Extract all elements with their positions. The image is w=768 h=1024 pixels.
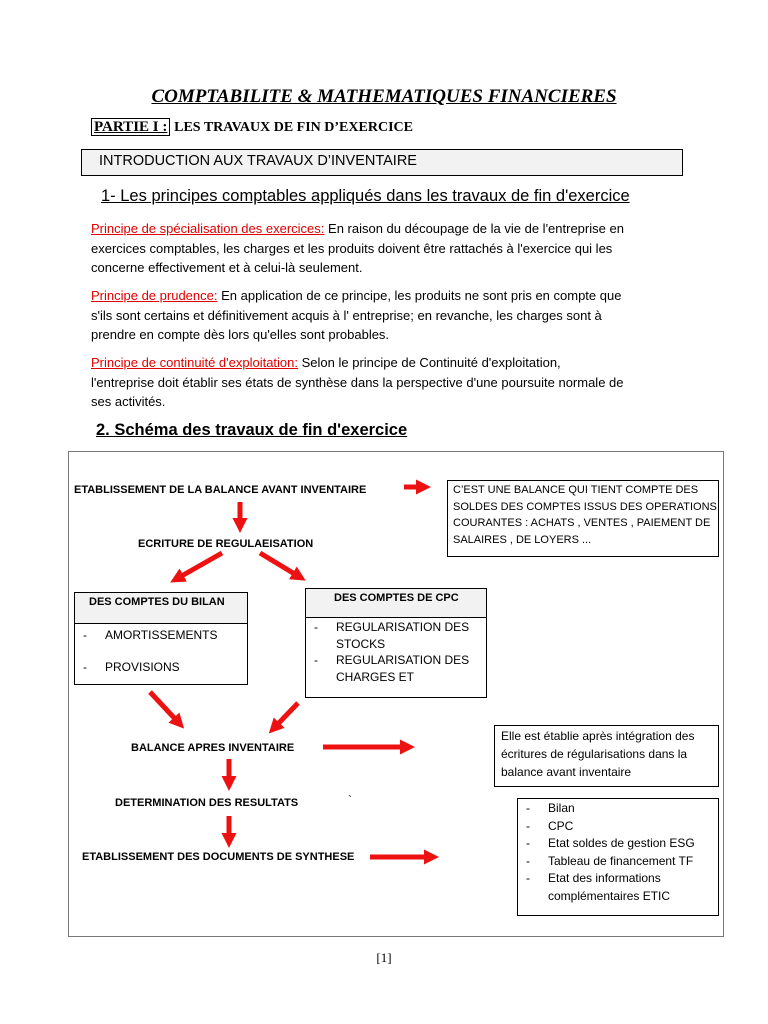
page-number: [1]	[376, 950, 392, 965]
principle-name: Principe de prudence:	[91, 288, 218, 303]
principle-text-line: ses activités.	[91, 394, 166, 409]
note-line: SOLDES DES COMPTES ISSUS DES OPERATIONS	[453, 500, 717, 513]
bilan-title: DES COMPTES DU BILAN	[75, 593, 247, 624]
documents-item: - Etat des informations complémentaires ETIC	[518, 870, 708, 905]
principle-text-line: prendre en compte dès lors qu'elles sont probables.	[91, 327, 390, 342]
note-line: Elle est établie après intégration des	[501, 729, 695, 743]
cpc-item: - REGULARISATION DES STOCKS	[306, 619, 476, 652]
intro-title: INTRODUCTION AUX TRAVAUX D’INVENTAIRE	[99, 153, 417, 169]
documents-item: - Tableau de financement TF	[518, 853, 718, 871]
documents-label: ETABLISSEMENT DES DOCUMENTS DE SYNTHESE	[82, 851, 355, 863]
balance-avant-label: ETABLISSEMENT DE LA BALANCE AVANT INVENTAIRE	[74, 484, 367, 496]
principle-text-line: exercices comptables, les charges et les produits doivent être rattachés à l'exercice qui les	[91, 240, 613, 256]
arrow-diag-right	[260, 553, 298, 576]
principle-name: Principe de continuité d'exploitation:	[91, 355, 299, 370]
principle-text-line: En raison du découpage de la vie de l'entreprise en	[324, 221, 624, 236]
principle-text-line: concerne effectivement et à celui-là seulement.	[91, 260, 363, 275]
note-line: C’EST UNE BALANCE QUI TIENT COMPTE DES	[453, 484, 699, 496]
documents-item: - Etat soldes de gestion ESG	[518, 835, 718, 853]
principle-name: Principe de spécialisation des exercices:	[91, 221, 325, 236]
documents-item: - CPC	[518, 818, 718, 836]
bilan-item: - AMORTISSEMENTS	[75, 627, 247, 659]
documents-item: - Bilan	[518, 800, 718, 818]
note-line: SALAIRES , DE LOYERS ...	[453, 533, 592, 546]
note-line: COURANTES : ACHATS , VENTES , PAIEMENT DE	[453, 517, 711, 529]
principle-text-line: En application de ce principe, les produits ne sont pris en compte que	[217, 288, 622, 303]
arrow-diag-down-right	[150, 692, 178, 722]
stray-mark: `	[348, 793, 352, 807]
principle-text-line: l'entreprise doit établir ses états de synthèse dans la perspective d'une poursuite normale de	[91, 374, 624, 390]
partie-label: PARTIE I :	[91, 118, 170, 136]
bilan-item: - PROVISIONS	[75, 659, 247, 677]
partie-text: LES TRAVAUX DE FIN D’EXERCICE	[174, 120, 413, 135]
cpc-title: DES COMPTES DE CPC	[306, 589, 486, 618]
balance-apres-label: BALANCE APRES INVENTAIRE	[131, 742, 295, 754]
cpc-item: - REGULARISATION DES CHARGES ET	[306, 652, 476, 685]
principle-text-line: Selon le principe de Continuité d'exploitation,	[298, 355, 561, 370]
arrow-diag-left	[178, 553, 222, 578]
section2-heading: 2. Schéma des travaux de fin d'exercice	[96, 421, 408, 439]
document-title: COMPTABILITE & MATHEMATIQUES FINANCIERES	[151, 86, 617, 107]
arrow-diag-down-left	[275, 703, 298, 727]
note-line: balance avant inventaire	[501, 765, 632, 779]
section1-heading: 1- Les principes comptables appliqués dans les travaux de fin d'exercice	[101, 187, 630, 205]
ecriture-label: ECRITURE DE REGULAEISATION	[138, 538, 314, 550]
note-line: écritures de régularisations dans la	[501, 747, 688, 761]
determination-label: DETERMINATION DES RESULTATS	[115, 797, 299, 809]
principle-text-line: s'ils sont certains et définitivement acquis à l' entreprise; en revanche, les charges sont à	[91, 307, 602, 323]
